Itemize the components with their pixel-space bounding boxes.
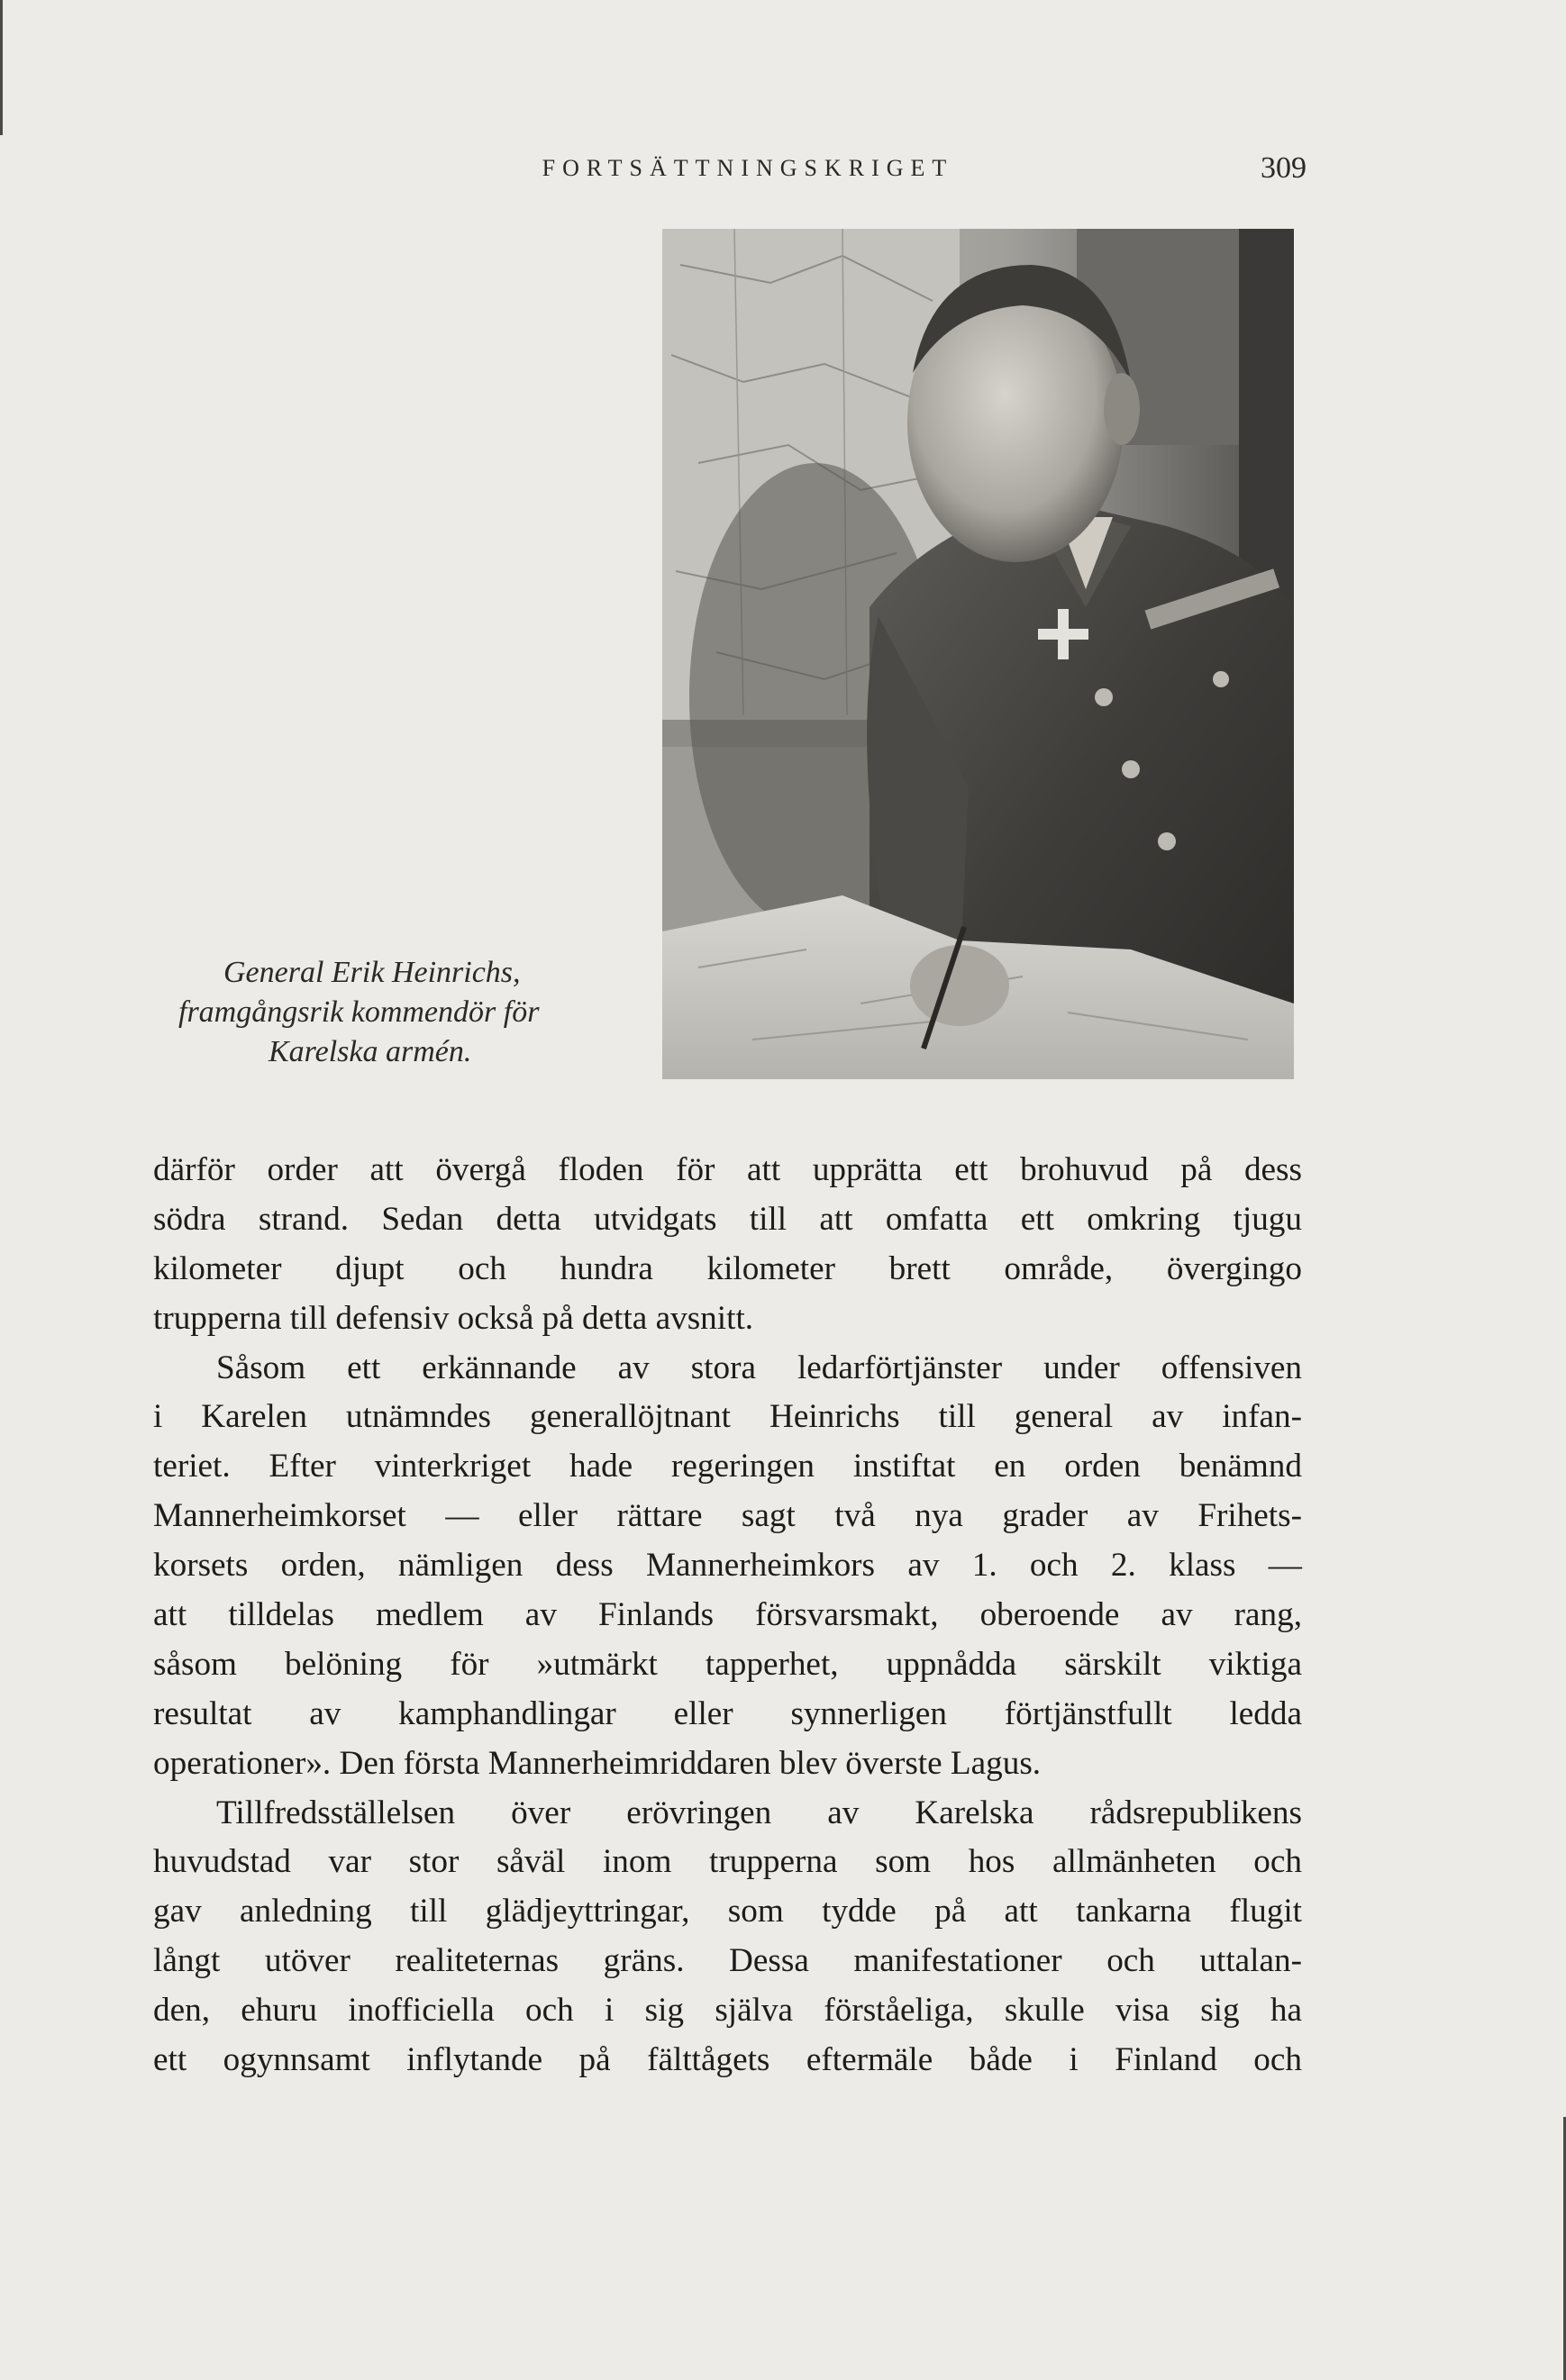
text-line: kilometer djupt och hundra kilometer brett område, övergingo	[153, 1249, 1302, 1287]
caption-line: framgångsrik kommendör för	[178, 995, 540, 1029]
text-line: Mannerheimkorset — eller rättare sagt två nya grader av Frihets-	[153, 1497, 1302, 1535]
text-line: operationer». Den första Mannerheimriddaren blev överste Lagus.	[153, 1744, 1042, 1782]
photo-general-over-map-icon	[662, 229, 1294, 1079]
text-line: Såsom ett erkännande av stora ledarförtjänster under offensiven	[216, 1349, 1302, 1386]
text-line: huvudstad var stor såväl inom trupperna som hos allmänheten och	[153, 1843, 1302, 1881]
text-line: ett ogynnsamt inflytande på fälttågets eftermäle både i Finland och	[153, 2041, 1302, 2079]
caption-line: Karelska armén.	[269, 1035, 472, 1068]
text-line: såsom belöning för »utmärkt tapperhet, uppnådda särskilt viktiga	[153, 1645, 1302, 1683]
page-number: 309	[1261, 151, 1307, 185]
text-line: korsets orden, nämligen dess Mannerheimkors av 1. och 2. klass —	[153, 1547, 1302, 1585]
text-line: gav anledning till glädjeyttringar, som tydde på att tankarna flugit	[153, 1893, 1302, 1930]
text-line: södra strand. Sedan detta utvidgats till att omfatta ett omkring tjugu	[153, 1200, 1302, 1238]
text-line: trupperna till defensiv också på detta avsnitt.	[153, 1299, 754, 1337]
page-edge-left	[0, 0, 3, 135]
body-text	[153, 1146, 1302, 2085]
text-line: långt utöver realiteternas gräns. Dessa manifestationer och uttalan-	[153, 1942, 1302, 1980]
text-line: att tilldelas medlem av Finlands försvarsmakt, oberoende av rang,	[153, 1596, 1302, 1634]
caption-line: General Erik Heinrichs,	[223, 956, 521, 989]
photo-caption	[178, 953, 620, 1072]
text-line: resultat av kamphandlingar eller synnerligen förtjänstfullt ledda	[153, 1694, 1302, 1732]
text-line: därför order att övergå floden för att upprätta ett brohuvud på dess	[153, 1151, 1302, 1188]
text-line: den, ehuru inofficiella och i sig själva förståeliga, skulle visa sig ha	[153, 1992, 1302, 2030]
photo-general-heinrichs	[662, 229, 1294, 1079]
text-line: Tillfredsställelsen över erövringen av Karelska rådsrepublikens	[216, 1794, 1302, 1831]
text-line: teriet. Efter vinterkriget hade regeringen instiftat en orden benämnd	[153, 1448, 1302, 1485]
running-head: FORTSÄTTNINGSKRIGET	[542, 155, 954, 181]
text-line: i Karelen utnämndes generallöjtnant Heinrichs till general av infan-	[153, 1398, 1302, 1436]
